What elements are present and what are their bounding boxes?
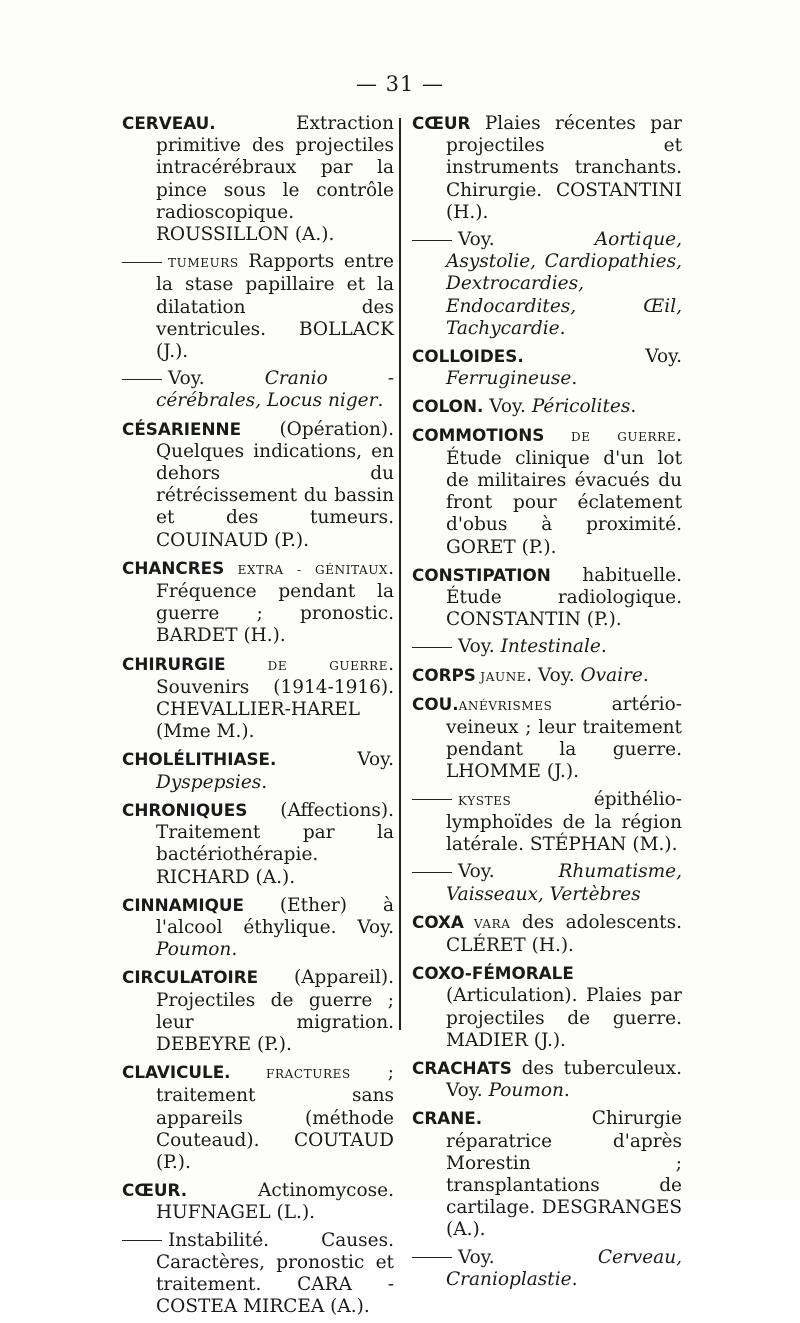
entry-subheading: DE GUERRE: [544, 429, 677, 444]
index-entry: [122, 1179, 394, 1224]
entry-text: . Étude clinique d'un lot de militaires évacués du front pour éclatement d'obus à proximité. GORET (P.).: [446, 424, 682, 558]
index-entry: [122, 1230, 394, 1319]
entry-text: (Appareil). Projectiles de guerre ; leur migration. DEBEYRE (P.).: [156, 967, 394, 1055]
index-entry: [122, 418, 394, 552]
entry-reference: Intestinale: [500, 636, 601, 658]
index-entry: [412, 664, 682, 688]
entry-heading: CINNAMIQUE: [122, 894, 244, 915]
entry-text: Voy.: [458, 861, 559, 883]
entry-text: (Affections). Traitement par la bactériothérapie. RICHARD (A.).: [156, 799, 394, 888]
entry-heading: CRACHATS: [412, 1057, 512, 1078]
index-entry: [122, 966, 394, 1056]
entry-heading: CHRONIQUES: [122, 799, 248, 820]
index-entry: [122, 748, 394, 793]
entry-text: .: [231, 939, 238, 961]
index-entry: [412, 693, 682, 784]
index-entry: [412, 861, 682, 905]
continuation-dash: [122, 262, 162, 263]
entry-text: (Articulation). Plaies par projectiles de guerre. MADIER (J.).: [446, 985, 682, 1051]
entry-text: . Fréquence pendant la guerre ; pronostic. BARDET (H.).: [156, 557, 394, 647]
index-entry: [412, 395, 682, 418]
entry-subheading: JAUNE: [475, 669, 527, 684]
entry-heading: COXA: [412, 911, 464, 932]
continuation-dash: [412, 240, 452, 241]
entry-reference: Poumon: [488, 1080, 564, 1102]
entry-reference: Dyspepsies: [156, 771, 262, 793]
entry-heading: CIRCULATOIRE: [122, 967, 259, 988]
index-entry: [412, 564, 682, 632]
entry-text: Voy.: [523, 346, 682, 368]
right-column: [412, 112, 682, 1296]
entry-heading: CLAVICULE.: [122, 1062, 231, 1083]
index-entry: [122, 894, 394, 962]
entry-reference: Cerveau, Cranioplastie: [446, 1246, 682, 1290]
index-entry: [122, 557, 394, 648]
continuation-dash: [412, 647, 452, 648]
entry-text: .: [571, 368, 578, 390]
index-entry: [412, 911, 682, 957]
page-number: — 31 —: [355, 72, 445, 96]
entry-reference: Cranio - cérébrales, Locus niger: [156, 368, 394, 412]
entry-text: . Souvenirs (1914-1916). CHEVALLIER-HAREL (Mme M.).: [156, 653, 394, 743]
entry-text: épithélio-lymphoïdes de la région latérale. STÉPHAN (M.).: [446, 788, 682, 856]
index-entry: [412, 1107, 682, 1241]
entry-text: Rapports entre la stase papillaire et la dilatation des ventricules. BOLLACK (J.).: [156, 251, 394, 363]
entry-heading: CERVEAU.: [122, 113, 216, 133]
left-column: [122, 112, 394, 1323]
entry-text: habituelle. Étude radiologique. CONSTANTIN (P.).: [446, 564, 682, 631]
entry-heading: CONSTIPATION: [412, 564, 551, 585]
entry-reference: Poumon: [156, 939, 232, 961]
entry-heading: CŒUR.: [122, 1180, 188, 1201]
continuation-dash: [122, 1240, 162, 1241]
column-divider: [399, 118, 401, 1030]
index-entry: [412, 962, 682, 1052]
continuation-dash: [412, 872, 452, 873]
entry-reference: Aortique, Asystolie, Cardiopathies, Dextrocardies, Endocardites, Œil, Tachycardie: [446, 229, 682, 339]
entry-reference: Ovaire: [580, 664, 643, 686]
entry-heading: CÉSARIENNE: [122, 418, 242, 439]
entry-text: Instabilité. Causes. Caractères, pronostic et traitement. CARA - COSTEA MIRCEA (A.).: [156, 1229, 394, 1318]
entry-reference: Péricolites: [531, 396, 631, 418]
entry-heading: CHOLÉLITHIASE.: [122, 749, 277, 770]
entry-heading: CHIRURGIE: [122, 653, 226, 674]
entry-text: .: [571, 1268, 578, 1290]
index-entry: [412, 1247, 682, 1291]
entry-subheading: EXTRA - GÉNITAUX: [224, 562, 389, 577]
entry-heading: COU.: [412, 693, 459, 714]
entry-reference: Ferrugineuse: [446, 368, 572, 390]
entry-text: des adolescents. CLÉRET (H.).: [446, 911, 682, 956]
entry-text: Voy.: [458, 636, 501, 658]
entry-heading: CHANCRES: [122, 557, 225, 578]
continuation-dash: [412, 799, 452, 800]
entry-text: .: [563, 1080, 570, 1102]
continuation-dash: [412, 1257, 452, 1258]
index-entry: [122, 1061, 394, 1174]
entry-text: Plaies récentes par projectiles et instruments tranchants. Chirurgie. COSTANTINI (H.).: [446, 113, 682, 223]
entry-text: .: [600, 636, 607, 658]
entry-subheading: ANÉVRISMES: [458, 698, 553, 713]
entry-text: Voy.: [458, 229, 595, 251]
entry-text: .: [630, 396, 637, 418]
index-entry: [412, 229, 682, 340]
index-entry: [412, 636, 682, 658]
entry-text: (Ether) à l'alcool éthylique. Voy.: [156, 894, 394, 938]
entry-heading: COXO-FÉMORALE: [412, 963, 574, 984]
index-entry: [122, 112, 394, 246]
entry-text: .: [642, 664, 649, 686]
index-entry: [412, 1057, 682, 1102]
entry-heading: CORPS: [412, 664, 476, 685]
entry-text: .: [261, 771, 268, 793]
index-entry: [412, 345, 682, 390]
entry-subheading: FRACTURES: [230, 1067, 351, 1082]
entry-reference: Rhumatisme, Vaisseaux, Vertèbres: [446, 861, 682, 905]
entry-text: Voy.: [483, 396, 532, 418]
entry-text: Actinomycose. HUFNAGEL (L.).: [156, 1180, 394, 1224]
entry-text: ; traitement sans appareils (méthode Couteaud). COUTAUD (P.).: [156, 1062, 394, 1173]
index-entry: [412, 789, 682, 857]
index-entry: [122, 653, 394, 744]
entry-heading: COLLOIDES.: [412, 346, 524, 367]
entry-heading: CŒUR: [412, 113, 471, 133]
index-entry: [412, 424, 682, 559]
index-entry: [122, 368, 394, 412]
entry-subheading: VARA: [463, 916, 511, 931]
entry-text: .: [377, 390, 384, 412]
entry-text: Voy.: [276, 749, 394, 771]
entry-text: Extraction primitive des projectiles intracérébraux par la pince sous le contrôle radioscopique. ROUSSILLON (A.).: [156, 113, 394, 246]
continuation-dash: [122, 379, 162, 380]
entry-subheading: KYSTES: [458, 793, 512, 808]
entry-text: .: [559, 317, 566, 339]
index-entry: [412, 112, 682, 224]
entry-heading: CRANE.: [412, 1108, 483, 1129]
entry-text: (Opération). Quelques indications, en dehors du rétrécissement du bassin et des tumeurs. COUINAUD (P.).: [156, 418, 394, 551]
entry-text: Chirurgie réparatrice d'après Morestin ; transplantations de cartilage. DESGRANGES (A.).: [446, 1108, 682, 1241]
entry-subheading: TUMEURS: [168, 256, 239, 271]
entry-subheading: DE GUERRE: [225, 658, 389, 673]
entry-text: des tuberculeux. Voy.: [446, 1057, 682, 1102]
index-entry: [122, 799, 394, 889]
entry-text: Voy.: [168, 368, 265, 390]
entry-heading: COLON.: [412, 396, 484, 417]
entry-text: . Voy.: [526, 664, 581, 686]
entry-text: artério-veineux ; leur traitement pendant la guerre. LHOMME (J.).: [446, 693, 682, 783]
index-entry: [122, 251, 394, 363]
entry-text: Voy.: [458, 1246, 598, 1268]
entry-heading: COMMOTIONS: [412, 424, 545, 445]
